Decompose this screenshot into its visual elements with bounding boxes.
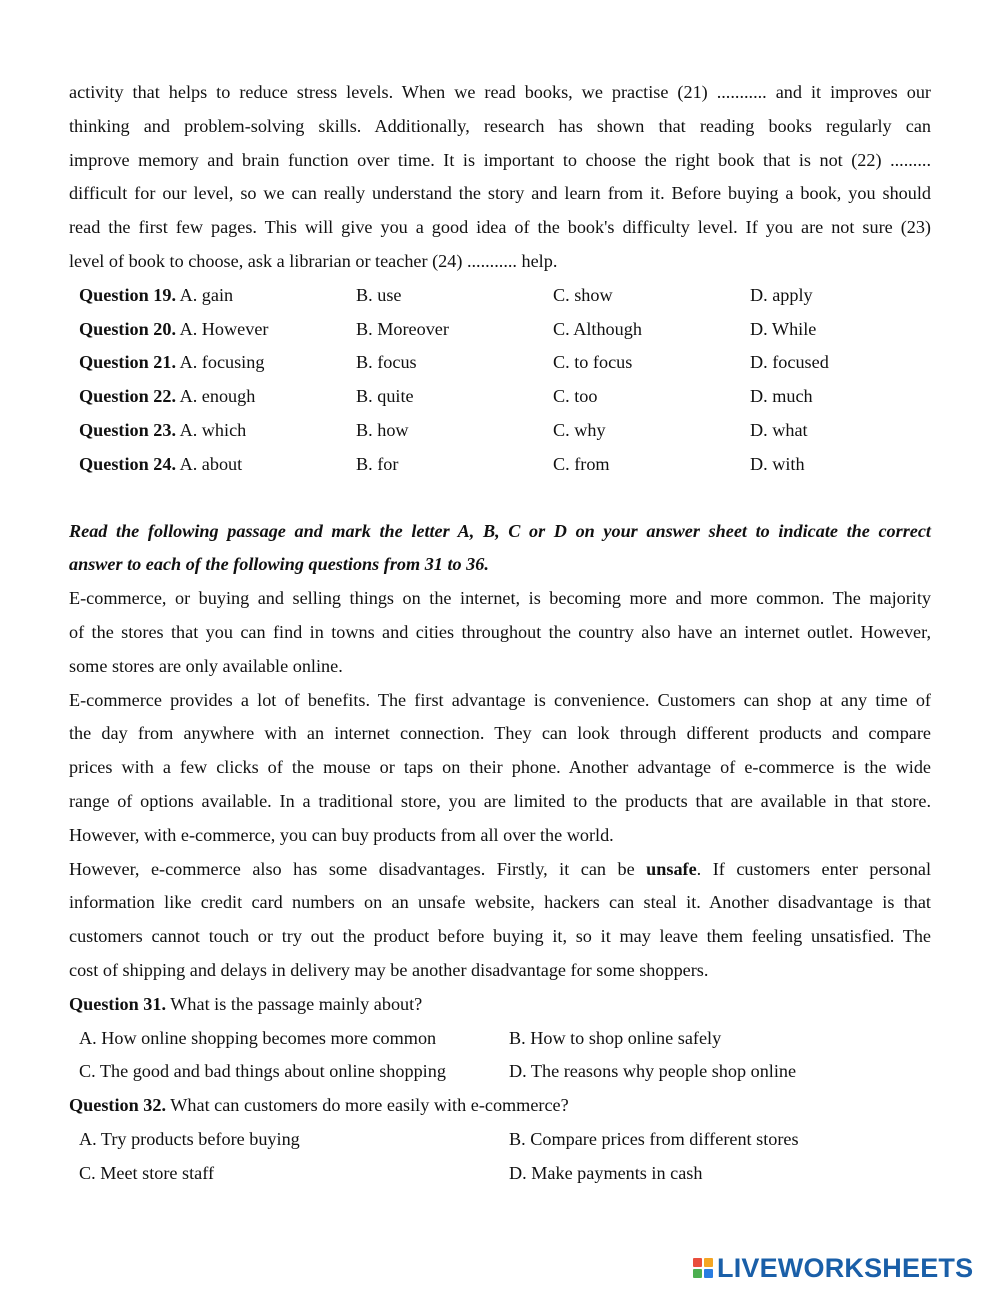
question-label: Question 22.	[79, 386, 177, 407]
option-c[interactable]: C. show	[553, 284, 613, 305]
option-c[interactable]: C. Although	[553, 318, 642, 339]
question-label: Question 20.	[79, 318, 177, 339]
logo-block	[704, 1258, 713, 1267]
passage-line: level of book to choose, ask a librarian or teacher (24) ........... help.	[69, 250, 558, 271]
question-text: What can customers do more easily with e-commerce?	[166, 1095, 569, 1116]
passage-line: the day from anywhere with an internet connection. They can look through different products and compare	[69, 723, 931, 744]
logo-block	[704, 1269, 713, 1278]
option-a[interactable]: A. about	[179, 453, 243, 474]
option-a[interactable]: A. Try products before buying	[79, 1128, 300, 1149]
option-d[interactable]: D. apply	[750, 284, 813, 305]
passage-line: range of options available. In a traditional store, you are limited to the products that are available in that store.	[69, 790, 931, 811]
text-run: However, e-commerce also has some disadvantages. Firstly, it can be	[69, 858, 647, 879]
text-run: . If customers enter personal	[696, 858, 932, 879]
question-label: Question 21.	[79, 352, 177, 373]
option-b[interactable]: B. quite	[356, 386, 414, 407]
passage-line: activity that helps to reduce stress levels. When we read books, we practise (21) ........... and it improves our	[69, 82, 931, 102]
passage-ecommerce	[69, 582, 931, 988]
option-c[interactable]: C. Meet store staff	[79, 1162, 215, 1183]
option-b[interactable]: B. Compare prices from different stores	[509, 1128, 799, 1149]
option-row	[69, 1055, 931, 1089]
logo-wordmark: LIVEWORKSHEETS	[717, 1252, 974, 1283]
option-a[interactable]: A. focusing	[179, 352, 265, 373]
passage-line: E-commerce provides a lot of benefits. The first advantage is convenience. Customers can shop at any time of	[69, 689, 931, 710]
passage-line: thinking and problem-solving skills. Additionally, research has shown that reading books regularly can	[69, 115, 931, 136]
option-a[interactable]: A. enough	[179, 386, 256, 407]
question-label: Question 32.	[69, 1095, 167, 1116]
question-24	[69, 448, 931, 482]
passage-line	[69, 853, 931, 887]
question-23	[69, 414, 931, 448]
instruction-line: answer to each of the following questions from 31 to 36.	[69, 554, 489, 575]
question-19	[69, 279, 931, 313]
option-row	[69, 1022, 931, 1056]
option-c[interactable]: C. too	[553, 386, 598, 407]
passage-line: improve memory and brain function over time. It is important to choose the right book that is not (22) .........	[69, 149, 931, 170]
passage-line: E-commerce, or buying and selling things on the internet, is becoming more and more common. The majority	[69, 588, 931, 609]
question-label: Question 19.	[79, 284, 177, 305]
passage-line: difficult for our level, so we can really understand the story and learn from it. Before buying a book, you should	[69, 183, 931, 204]
logo-block	[693, 1258, 702, 1267]
option-b[interactable]: B. Moreover	[356, 318, 449, 339]
passage-line: read the first few pages. This will give you a good idea of the book's difficulty level. If you are not sure (23)	[69, 217, 931, 238]
option-d[interactable]: D. The reasons why people shop online	[509, 1061, 797, 1082]
option-c[interactable]: C. why	[553, 419, 606, 440]
passage-reading	[69, 76, 931, 279]
option-a[interactable]: A. However	[179, 318, 269, 339]
option-b[interactable]: B. How to shop online safely	[509, 1027, 722, 1048]
option-c[interactable]: C. The good and bad things about online shopping	[79, 1061, 446, 1082]
question-20	[69, 313, 931, 347]
question-label: Question 31.	[69, 993, 167, 1014]
passage-line: However, with e-commerce, you can buy products from all over the world.	[69, 824, 614, 845]
option-d[interactable]: D. While	[750, 318, 817, 339]
option-d[interactable]: D. with	[750, 453, 805, 474]
question-label: Question 23.	[79, 419, 177, 440]
option-d[interactable]: D. Make payments in cash	[509, 1162, 703, 1183]
passage-line: prices with a few clicks of the mouse or taps on their phone. Another advantage of e-commerce is the wide	[69, 757, 931, 778]
worksheet-page	[69, 76, 931, 1191]
question-32	[69, 1089, 931, 1190]
option-d[interactable]: D. much	[750, 386, 813, 407]
passage-line: information like credit card numbers on an unsafe website, hackers can steal it. Another disadvantage is that	[69, 892, 931, 913]
option-row	[69, 1157, 931, 1191]
option-b[interactable]: B. focus	[356, 352, 417, 373]
passage-line: cost of shipping and delays in delivery may be another disadvantage for some shoppers.	[69, 959, 709, 980]
question-31	[69, 988, 931, 1089]
passage-line: some stores are only available online.	[69, 655, 343, 676]
question-text: What is the passage mainly about?	[166, 993, 423, 1014]
option-b[interactable]: B. use	[356, 284, 402, 305]
question-label: Question 24.	[79, 453, 177, 474]
option-c[interactable]: C. to focus	[553, 352, 633, 373]
logo-block	[693, 1269, 702, 1278]
option-c[interactable]: C. from	[553, 453, 610, 474]
option-b[interactable]: B. for	[356, 453, 399, 474]
option-d[interactable]: D. focused	[750, 352, 829, 373]
liveworksheets-logo	[693, 1252, 973, 1284]
question-22	[69, 380, 931, 414]
option-a[interactable]: A. gain	[179, 284, 234, 305]
logo-icon	[693, 1258, 713, 1278]
section-instruction	[69, 515, 931, 583]
instruction-line: Read the following passage and mark the letter A, B, C or D on your answer sheet to indicate the correct	[69, 520, 931, 541]
passage-line: customers cannot touch or try out the product before buying it, so it may leave them feeling unsatisfied. The	[69, 926, 931, 947]
option-a[interactable]: A. which	[179, 419, 247, 440]
question-stem	[69, 988, 931, 1022]
option-d[interactable]: D. what	[750, 419, 808, 440]
highlighted-word: unsafe	[646, 858, 697, 879]
cloze-question-list	[69, 279, 931, 482]
option-b[interactable]: B. how	[356, 419, 409, 440]
question-21	[69, 346, 931, 380]
question-stem	[69, 1089, 931, 1123]
passage-line: of the stores that you can find in towns and cities throughout the country also have an internet outlet. However,	[69, 621, 931, 642]
option-row	[69, 1123, 931, 1157]
option-a[interactable]: A. How online shopping becomes more common	[79, 1027, 437, 1048]
